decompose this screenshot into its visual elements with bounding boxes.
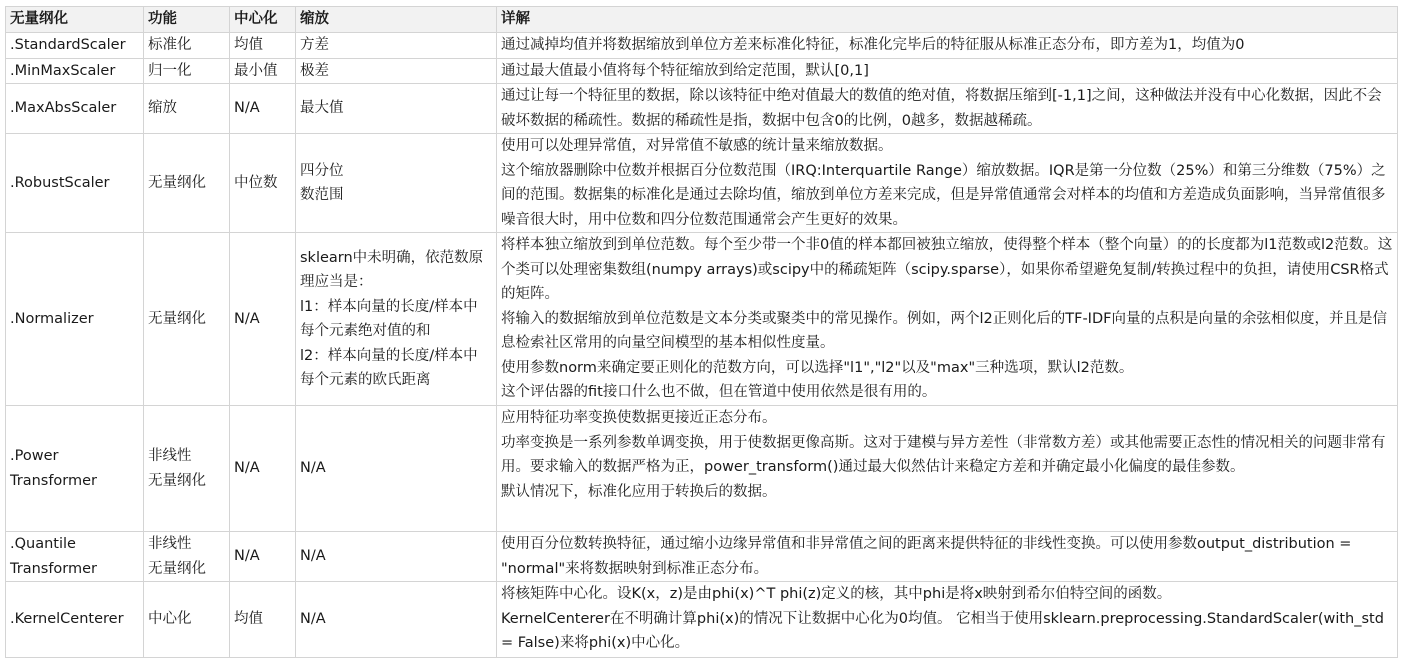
centering-cell bbox=[230, 406, 296, 532]
function-cell bbox=[144, 84, 230, 134]
scaler-name-cell bbox=[6, 532, 144, 582]
scaler-name-cell-text: .Power Transformer bbox=[10, 448, 98, 489]
scaling-cell bbox=[296, 233, 497, 406]
function-cell-text: 非线性 无量纲化 bbox=[148, 448, 206, 489]
function-cell bbox=[144, 58, 230, 84]
scaler-name-cell bbox=[6, 84, 144, 134]
function-cell bbox=[144, 134, 230, 233]
scaler-name-cell bbox=[6, 406, 144, 532]
scaling-cell bbox=[296, 582, 497, 658]
scaler-name-cell-text: .Quantile Transformer bbox=[10, 536, 98, 577]
scaler-name-cell bbox=[6, 582, 144, 658]
function-cell bbox=[144, 582, 230, 658]
detail-cell bbox=[497, 84, 1398, 134]
centering-cell bbox=[230, 582, 296, 658]
function-cell-text: 非线性 无量纲化 bbox=[148, 536, 206, 577]
detail-paragraph: 使用参数norm来确定要正则化的范数方向，可以选择"l1","l2"以及"max"三种选项，默认l2范数。 bbox=[501, 359, 1134, 376]
centering-cell-text: 最小值 bbox=[234, 62, 278, 79]
detail-cell bbox=[497, 134, 1398, 233]
centering-cell-text: N/A bbox=[234, 460, 260, 477]
scaling-cell bbox=[296, 532, 497, 582]
scaler-name-cell-text: .Normalizer bbox=[10, 310, 94, 327]
scaling-cell-text: N/A bbox=[300, 548, 326, 565]
scaler-name-cell-text: .MinMaxScaler bbox=[10, 62, 116, 79]
header-scaling: 缩放 bbox=[296, 7, 497, 33]
function-cell-text: 标准化 bbox=[148, 37, 192, 53]
detail-cell bbox=[497, 406, 1398, 532]
detail-cell bbox=[497, 582, 1398, 658]
centering-cell-text: 均值 bbox=[234, 37, 263, 53]
table-row bbox=[6, 58, 1398, 84]
function-cell bbox=[144, 33, 230, 59]
centering-cell bbox=[230, 33, 296, 59]
scaling-cell bbox=[296, 134, 497, 233]
function-cell bbox=[144, 233, 230, 406]
table-row bbox=[6, 33, 1398, 59]
scaler-name-cell bbox=[6, 58, 144, 84]
header-scaler-name: 无量纲化 bbox=[6, 7, 144, 33]
header-function: 功能 bbox=[144, 7, 230, 33]
scaler-name-cell-text: .KernelCenterer bbox=[10, 611, 124, 628]
scaling-cell bbox=[296, 58, 497, 84]
detail-cell bbox=[497, 233, 1398, 406]
header-centering: 中心化 bbox=[230, 7, 296, 33]
scaling-cell bbox=[296, 33, 497, 59]
table-row bbox=[6, 233, 1398, 406]
centering-cell bbox=[230, 532, 296, 582]
scaler-name-cell bbox=[6, 33, 144, 59]
detail-paragraph: 通过让每一个特征里的数据，除以该特征中绝对值最大的数值的绝对值，将数据压缩到[-1,1]之间，这种做法并没有中心化数据，因此不会破坏数据的稀疏性。数据的稀疏性是指，数据中包含0的比例，0越多，数据越稀疏。 bbox=[501, 88, 1382, 129]
scaling-cell-text: N/A bbox=[300, 611, 326, 628]
centering-cell bbox=[230, 134, 296, 233]
function-cell-text: 归一化 bbox=[148, 62, 192, 79]
detail-cell bbox=[497, 33, 1398, 59]
detail-paragraph: 通过最大值最小值将每个特征缩放到给定范围，默认[0,1] bbox=[501, 62, 869, 79]
detail-paragraph: 将核矩阵中心化。设K(x，z)是由phi(x)^T phi(z)定义的核，其中phi是将x映射到希尔伯特空间的函数。 bbox=[501, 586, 1172, 602]
table-row bbox=[6, 406, 1398, 532]
function-cell-text: 中心化 bbox=[148, 611, 192, 628]
detail-paragraph: 这个缩放器删除中位数并根据百分位数范围（IRQ:Interquartile Range）缩放数据。IQR是第一分位数（25%）和第三分维数（75%）之间的范围。数据集的标准化是通过去除均值，缩放到单位方差来完成，但是异常值通常会对样本的均值和方差造成负面影响，当异常值很多噪音很大时，用中位数和四分位数范围通常会产生更好的效果。 bbox=[501, 162, 1386, 228]
scaling-cell-text: 最大值 bbox=[300, 100, 344, 117]
scaler-name-cell bbox=[6, 233, 144, 406]
centering-cell bbox=[230, 233, 296, 406]
centering-cell-text: 均值 bbox=[234, 611, 263, 628]
scaler-name-cell bbox=[6, 134, 144, 233]
scaling-cell-text: 四分位 数范围 bbox=[300, 162, 344, 203]
scaling-cell-text: sklearn中未明确，依范数原理应当是： l1：样本向量的长度/样本中每个元素绝对值的和 l2：样本向量的长度/样本中每个元素的欧氏距离 bbox=[300, 249, 484, 388]
scaling-cell bbox=[296, 84, 497, 134]
detail-paragraph: 应用特征功率变换使数据更接近正态分布。 bbox=[501, 410, 777, 426]
scaling-cell-text: 方差 bbox=[300, 37, 329, 53]
function-cell-text: 缩放 bbox=[148, 100, 177, 117]
scaling-cell bbox=[296, 406, 497, 532]
detail-paragraph: 使用可以处理异常值，对异常值不敏感的统计量来缩放数据。 bbox=[501, 138, 893, 154]
detail-paragraph: 将输入的数据缩放到单位范数是文本分类或聚类中的常见操作。例如，两个l2正则化后的TF-IDF向量的点积是向量的余弦相似度，并且是信息检索社区常用的向量空间模型的基本相似性度量。 bbox=[501, 310, 1387, 351]
function-cell-text: 无量纲化 bbox=[148, 310, 206, 327]
scaling-cell-text: N/A bbox=[300, 460, 326, 477]
centering-cell-text: 中位数 bbox=[234, 174, 278, 191]
detail-paragraph: 使用百分位数转换特征，通过缩小边缘异常值和非异常值之间的距离来提供特征的非线性变换。可以使用参数output_distribution = "normal"来将数据映射到标准正态分布。 bbox=[501, 536, 1352, 577]
scaler-name-cell-text: .RobustScaler bbox=[10, 174, 110, 191]
detail-paragraph: 功率变换是一系列参数单调变换，用于使数据更像高斯。这对于建模与异方差性（非常数方差）或其他需要正态性的情况相关的问题非常有用。要求输入的数据严格为正，power_transform()通过最大似然估计来稳定方差和并确定最小化偏度的最佳参数。 bbox=[501, 434, 1386, 475]
centering-cell-text: N/A bbox=[234, 548, 260, 565]
scaling-cell-text: 极差 bbox=[300, 62, 329, 79]
detail-paragraph: 通过减掉均值并将数据缩放到单位方差来标准化特征，标准化完毕后的特征服从标准正态分布，即方差为1，均值为0 bbox=[501, 37, 1245, 53]
scaler-name-cell-text: .MaxAbsScaler bbox=[10, 100, 117, 117]
detail-paragraph: KernelCenterer在不明确计算phi(x)的情况下让数据中心化为0均值。 它相当于使用sklearn.preprocessing.StandardScaler(with_std = False)来将phi(x)中心化。 bbox=[501, 610, 1384, 651]
table-row bbox=[6, 84, 1398, 134]
scaler-comparison-table bbox=[5, 6, 1398, 658]
detail-cell bbox=[497, 532, 1398, 582]
centering-cell-text: N/A bbox=[234, 100, 260, 117]
detail-paragraph: 默认情况下，标准化应用于转换后的数据。 bbox=[501, 483, 777, 500]
detail-cell bbox=[497, 58, 1398, 84]
scaler-name-cell-text: .StandardScaler bbox=[10, 37, 126, 53]
table-row bbox=[6, 582, 1398, 658]
centering-cell-text: N/A bbox=[234, 310, 260, 327]
function-cell bbox=[144, 406, 230, 532]
detail-paragraph: 将样本独立缩放到到单位范数。每个至少带一个非0值的样本都回被独立缩放，使得整个样本（整个向量）的的长度都为l1范数或l2范数。这个类可以处理密集数组(numpy arrays)或scipy中的稀疏矩阵（scipy.sparse），如果你希望避免复制/转换过程中的负担，请使用CSR格式的矩阵。 bbox=[501, 237, 1393, 302]
function-cell bbox=[144, 532, 230, 582]
function-cell-text: 无量纲化 bbox=[148, 174, 206, 191]
table-header-row bbox=[6, 7, 1398, 33]
centering-cell bbox=[230, 58, 296, 84]
detail-paragraph: 这个评估器的fit接口什么也不做，但在管道中使用依然是很有用的。 bbox=[501, 384, 937, 400]
table-row bbox=[6, 134, 1398, 233]
centering-cell bbox=[230, 84, 296, 134]
table-row bbox=[6, 532, 1398, 582]
header-detail: 详解 bbox=[497, 7, 1398, 33]
